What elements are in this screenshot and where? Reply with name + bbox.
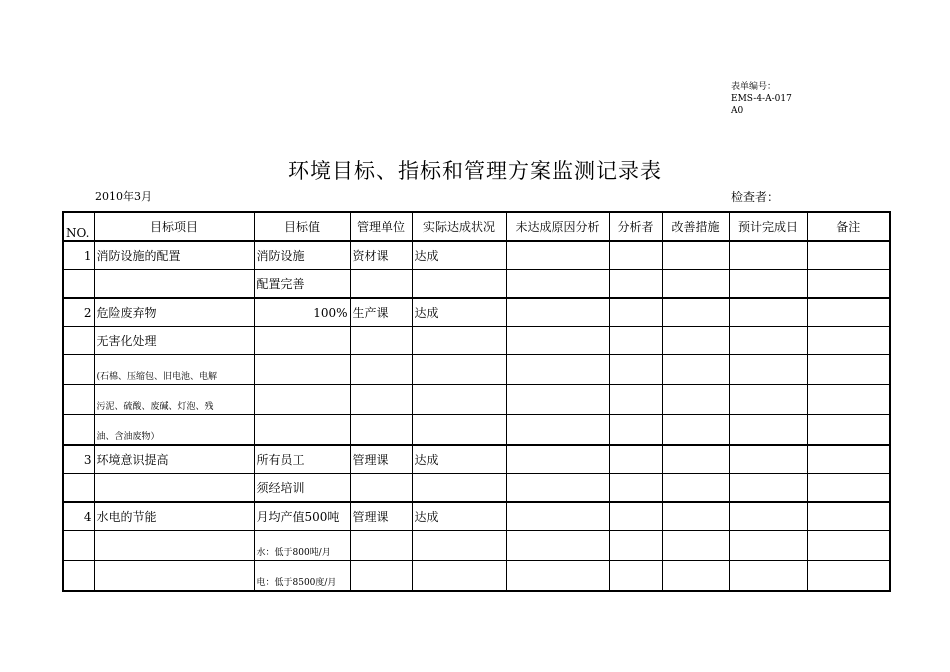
cell-item: 油、含油废物） — [94, 415, 254, 446]
form-code-version: A0 — [731, 106, 744, 116]
cell-remark — [807, 445, 890, 474]
cell-measure — [662, 474, 729, 503]
cell-unit — [350, 355, 412, 385]
cell-due — [729, 241, 807, 270]
cell-reason — [506, 531, 609, 561]
cell-item: 环境意识提高 — [94, 445, 254, 474]
cell-due — [729, 298, 807, 327]
cell-analyst — [609, 327, 662, 355]
table-row — [63, 415, 890, 446]
cell-unit: 生产课 — [350, 298, 412, 327]
table-header-row — [63, 212, 890, 241]
cell-target — [254, 327, 350, 355]
header-target: 目标值 — [254, 212, 350, 241]
cell-analyst — [609, 270, 662, 299]
cell-due — [729, 531, 807, 561]
cell-item: 危险废弃物 — [94, 298, 254, 327]
cell-target: 100% — [254, 298, 350, 327]
cell-analyst — [609, 502, 662, 531]
cell-item: 消防设施的配置 — [94, 241, 254, 270]
cell-item — [94, 270, 254, 299]
cell-due — [729, 355, 807, 385]
cell-status — [412, 531, 506, 561]
cell-unit: 管理课 — [350, 445, 412, 474]
form-code-number: EMS-4-A-017 — [731, 94, 792, 104]
cell-due — [729, 445, 807, 474]
cell-no — [63, 561, 94, 592]
cell-remark — [807, 561, 890, 592]
cell-target: 配置完善 — [254, 270, 350, 299]
cell-item: (石棉、压缩包、旧电池、电解 — [94, 355, 254, 385]
cell-no — [63, 415, 94, 446]
cell-analyst — [609, 561, 662, 592]
cell-remark — [807, 241, 890, 270]
cell-status — [412, 415, 506, 446]
cell-no: 1 — [63, 241, 94, 270]
table-row — [63, 561, 890, 592]
cell-analyst — [609, 385, 662, 415]
cell-reason — [506, 298, 609, 327]
cell-analyst — [609, 531, 662, 561]
cell-no — [63, 355, 94, 385]
cell-target: 须经培训 — [254, 474, 350, 503]
table-row — [63, 298, 890, 327]
cell-due — [729, 415, 807, 446]
report-date: 2010年3月 — [95, 190, 152, 203]
cell-measure — [662, 561, 729, 592]
cell-measure — [662, 355, 729, 385]
cell-reason — [506, 241, 609, 270]
header-remark: 备注 — [807, 212, 890, 241]
monitoring-table — [62, 211, 891, 592]
cell-status — [412, 385, 506, 415]
cell-analyst — [609, 355, 662, 385]
cell-reason — [506, 355, 609, 385]
cell-unit — [350, 415, 412, 446]
cell-no — [63, 531, 94, 561]
header-status: 实际达成状况 — [412, 212, 506, 241]
cell-no: 4 — [63, 502, 94, 531]
cell-remark — [807, 502, 890, 531]
cell-due — [729, 385, 807, 415]
cell-analyst — [609, 474, 662, 503]
cell-item — [94, 474, 254, 503]
cell-analyst — [609, 415, 662, 446]
cell-remark — [807, 270, 890, 299]
header-no: NO. — [63, 212, 94, 241]
table-row — [63, 531, 890, 561]
cell-status — [412, 355, 506, 385]
cell-target: 电：低于8500度/月 — [254, 561, 350, 592]
cell-reason — [506, 270, 609, 299]
cell-status — [412, 327, 506, 355]
cell-target: 水：低于800吨/月 — [254, 531, 350, 561]
header-item: 目标项目 — [94, 212, 254, 241]
cell-measure — [662, 502, 729, 531]
cell-reason — [506, 561, 609, 592]
cell-status: 达成 — [412, 445, 506, 474]
cell-analyst — [609, 241, 662, 270]
cell-status — [412, 270, 506, 299]
cell-item: 污泥、硫酸、废碱、灯泡、残 — [94, 385, 254, 415]
cell-no — [63, 270, 94, 299]
cell-remark — [807, 355, 890, 385]
cell-no: 3 — [63, 445, 94, 474]
cell-measure — [662, 241, 729, 270]
cell-remark — [807, 327, 890, 355]
table-row — [63, 445, 890, 474]
form-code-label: 表单编号： — [731, 82, 777, 92]
cell-target: 月均产值500吨 — [254, 502, 350, 531]
cell-reason — [506, 327, 609, 355]
table-row — [63, 502, 890, 531]
cell-due — [729, 474, 807, 503]
table-row — [63, 270, 890, 299]
cell-unit — [350, 385, 412, 415]
cell-reason — [506, 415, 609, 446]
cell-due — [729, 270, 807, 299]
cell-unit — [350, 531, 412, 561]
inspector-label: 检查者： — [731, 190, 780, 204]
cell-status: 达成 — [412, 502, 506, 531]
cell-remark — [807, 415, 890, 446]
cell-reason — [506, 474, 609, 503]
cell-item — [94, 561, 254, 592]
cell-due — [729, 502, 807, 531]
cell-measure — [662, 531, 729, 561]
cell-target — [254, 355, 350, 385]
cell-unit — [350, 561, 412, 592]
cell-no — [63, 474, 94, 503]
cell-item: 水电的节能 — [94, 502, 254, 531]
cell-due — [729, 327, 807, 355]
cell-item — [94, 531, 254, 561]
cell-reason — [506, 445, 609, 474]
table-row — [63, 327, 890, 355]
cell-unit — [350, 270, 412, 299]
header-analyst: 分析者 — [609, 212, 662, 241]
cell-status: 达成 — [412, 298, 506, 327]
cell-remark — [807, 298, 890, 327]
cell-target: 所有员工 — [254, 445, 350, 474]
header-due: 预计完成日 — [729, 212, 807, 241]
cell-remark — [807, 531, 890, 561]
table-row — [63, 385, 890, 415]
table-row — [63, 474, 890, 503]
cell-remark — [807, 385, 890, 415]
cell-measure — [662, 298, 729, 327]
cell-unit: 管理课 — [350, 502, 412, 531]
cell-measure — [662, 327, 729, 355]
form-code — [731, 81, 792, 117]
cell-analyst — [609, 298, 662, 327]
cell-reason — [506, 502, 609, 531]
table-row — [63, 241, 890, 270]
cell-target — [254, 415, 350, 446]
cell-measure — [662, 415, 729, 446]
table-row — [63, 355, 890, 385]
cell-no — [63, 385, 94, 415]
cell-due — [729, 561, 807, 592]
cell-target — [254, 385, 350, 415]
cell-measure — [662, 385, 729, 415]
cell-unit — [350, 327, 412, 355]
header-reason: 未达成原因分析 — [506, 212, 609, 241]
cell-measure — [662, 445, 729, 474]
cell-reason — [506, 385, 609, 415]
cell-remark — [807, 474, 890, 503]
page-title: 环境目标、指标和管理方案监测记录表 — [288, 159, 662, 183]
cell-no — [63, 327, 94, 355]
cell-analyst — [609, 445, 662, 474]
cell-status — [412, 561, 506, 592]
cell-status — [412, 474, 506, 503]
cell-status: 达成 — [412, 241, 506, 270]
header-measure: 改善措施 — [662, 212, 729, 241]
cell-item: 无害化处理 — [94, 327, 254, 355]
cell-measure — [662, 270, 729, 299]
cell-unit: 资材课 — [350, 241, 412, 270]
header-unit: 管理单位 — [350, 212, 412, 241]
cell-no: 2 — [63, 298, 94, 327]
cell-target: 消防设施 — [254, 241, 350, 270]
cell-unit — [350, 474, 412, 503]
